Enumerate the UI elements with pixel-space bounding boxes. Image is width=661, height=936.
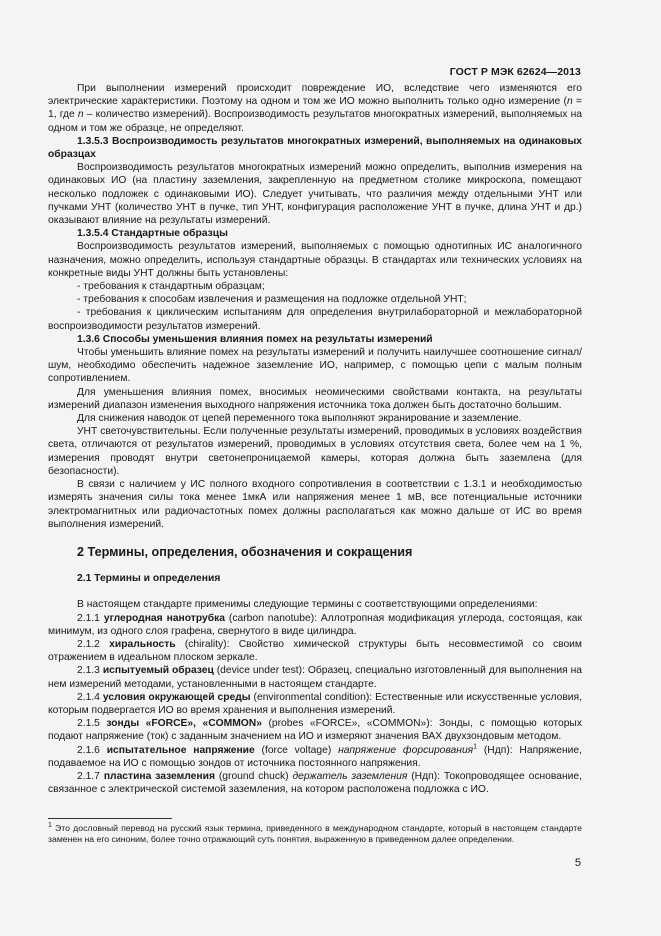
list-item: - требования к способам извлечения и размещения на подложке отдельной УНТ; [77, 294, 467, 306]
footnote [48, 823, 582, 845]
page-body [48, 82, 582, 796]
term-2-1-4 [48, 691, 582, 717]
paragraph: Для уменьшения влияния помех, вносимых неомическими свойствами контакта, на результаты измерений диапазон изменения выходного напряжения источника тока должен быть достаточно большим. [48, 386, 582, 411]
term-name: испытуемый образец [102, 665, 214, 677]
paragraph: УНТ светочувствительны. Если полученные результаты измерений, проводимых в условиях воздействия света, отличаются от результатов измерений, проводимых в условиях отсутствия света, более чем на 1 %, измерения проводят внутри светонепроницаемой камеры, которая должна быть заземлена (для безопасности). [48, 426, 582, 477]
term-name: хиральность [109, 638, 176, 650]
term-definition: (chirality): Свойство химической структуры быть несовместимой со своим отражением в идеальном плоском зеркале. [48, 638, 582, 664]
text-run: n [566, 96, 573, 108]
text-run: При выполнении измерений происходит повреждение ИО, вследствие чего изменяются его электрические характеристики. Поэтому на одном и том же ИО можно выполнить только одно измерение ( [48, 83, 582, 108]
footnote-divider [48, 818, 172, 819]
term-english: (force voltage) [254, 744, 339, 756]
term-deprecated: напряжение форсирования [338, 744, 474, 756]
section-heading-2-1: 2.1 Термины и определения [77, 573, 221, 585]
term-english: (ground chuck) [214, 770, 293, 782]
text-run: = 1, где [48, 96, 583, 121]
paragraph: Чтобы уменьшить влияние помех на результаты измерений и получить наилучшее соотношение сигнал/шум, необходимо обеспечить надежное заземление ИО, например, с помощью цепи с малым полным сопротивлением. [48, 347, 582, 385]
term-number: 2.1.6 [77, 744, 107, 756]
paragraph [48, 82, 582, 135]
footnote-text: Это дословный перевод на русский язык термина, приведенного в международном стандарте, который в настоящем стандарте заменен на его синоним, более точно отражающий суть понятия, выраженную в приведенном далее определении. [48, 823, 582, 844]
term-2-1-1 [48, 612, 582, 638]
list-item: - требования к стандартным образцам; [77, 281, 265, 293]
term-2-1-6 [48, 744, 582, 770]
text-run: n [77, 109, 84, 121]
list-item: - требования к циклическим испытаниям для определения внутрилабораторной и межлабораторной воспроизводимости результатов измерений. [48, 307, 582, 332]
term-definition: (carbon nanotube): Аллотропная модификация углерода, состоящая, как минимум, из одного слоя графена, свернутого в виде цилиндра. [48, 612, 582, 637]
term-number: 2.1.2 [77, 638, 110, 650]
paragraph: В связи с наличием у ИС полного входного сопротивления в соответствии с 1.3.1 и необходимостью измерять значения силы тока менее 1мкА или напряжения менее 1 мВ, все потенциальные источники электромагнитных или радиочастотных помех должны располагаться как можно дальше от ИС во время выполнения измерений. [48, 479, 582, 530]
term-definition: (device under test): Образец, специально изготовленный для выполнения на нем измерений методами, установленными в настоящем стандарте. [48, 665, 583, 690]
paragraph: В настоящем стандарте применимы следующие термины с соответствующими определениями: [77, 599, 538, 611]
term-number: 2.1.4 [77, 691, 103, 703]
footnote-ref: 1 [473, 743, 478, 751]
term-definition: (Ндп): Напряжение, подаваемое на ИО с помощью зондов от источника постоянного напряжения. [48, 744, 582, 769]
term-2-1-7 [48, 770, 582, 796]
paragraph: Воспроизводимость результатов многократных измерений можно определить, выполнив измерения на одинаковых ИО (на пластину заземления, закрепленную на предметном столике микроскопа, помещают несколько подложек с одинаковыми ИО). Следует учитывать, что различия между отдельными УНТ или пучками УНТ (количество УНТ в пучке, тип УНТ, конфигурация расположение УНТ в пучке, длина УНТ и др.) оказывают влияние на результаты измерений. [48, 162, 582, 227]
section-heading-1-3-5-3: 1.3.5.3 Воспроизводимость результатов многократных измерений, выполняемых на одинаковых образцах [48, 135, 582, 161]
page-number: 5 [574, 857, 581, 869]
term-deprecated: держатель заземления [292, 770, 408, 782]
term-name: углеродная нанотрубка [103, 612, 225, 624]
paragraph: Воспроизводимость результатов измерений, выполняемых с помощью однотипных ИС аналогичного назначения, можно определить, используя стандартные образцы. В стандартах или технических условиях на конкретные виды УНТ должны быть установлены: [48, 241, 582, 279]
section-heading-1-3-5-4: 1.3.5.4 Стандартные образцы [77, 228, 228, 240]
paragraph: Для снижения наводок от цепей переменного тока выполняют экранирование и заземление. [77, 413, 522, 425]
term-name: испытательное напряжение [106, 744, 255, 756]
term-number: 2.1.5 [77, 718, 107, 730]
term-2-1-2 [48, 638, 582, 664]
term-name: условия окружающей среды [102, 691, 251, 703]
term-2-1-5 [48, 717, 582, 743]
term-number: 2.1.7 [77, 770, 104, 782]
term-definition: (probes «FORCE», «COMMON»): Зонды, с помощью которых подают напряжение (ток) с заданным значением на ИО и измеряют значения ВАХ двухзондовым методом. [48, 718, 582, 743]
section-heading-2: 2 Термины, определения, обозначения и сокращения [77, 544, 413, 559]
term-definition: (environmental condition): Естественные или искусственные условия, которым подвергается ИО во время хранения и выполнения измерений. [48, 691, 582, 716]
section-heading-1-3-6: 1.3.6 Способы уменьшения влияния помех на результаты измерений [77, 333, 433, 345]
footnote-mark: 1 [48, 822, 52, 830]
term-2-1-3 [48, 664, 582, 690]
term-number: 2.1.3 [77, 665, 103, 677]
text-run: – количество измерений). Воспроизводимость результатов многократных измерений, выполняемых на одном и том же образце, не определяют. [48, 109, 582, 134]
term-number: 2.1.1 [77, 612, 104, 624]
document-header: ГОСТ Р МЭК 62624—2013 [449, 66, 581, 78]
term-name: зонды «FORCE», «COMMON» [106, 718, 262, 730]
term-definition: (Ндп): Токопроводящее основание, связанное с электрической системой заземления, на котором расположена подложка с ИО. [48, 770, 583, 796]
term-name: пластина заземления [103, 770, 215, 782]
